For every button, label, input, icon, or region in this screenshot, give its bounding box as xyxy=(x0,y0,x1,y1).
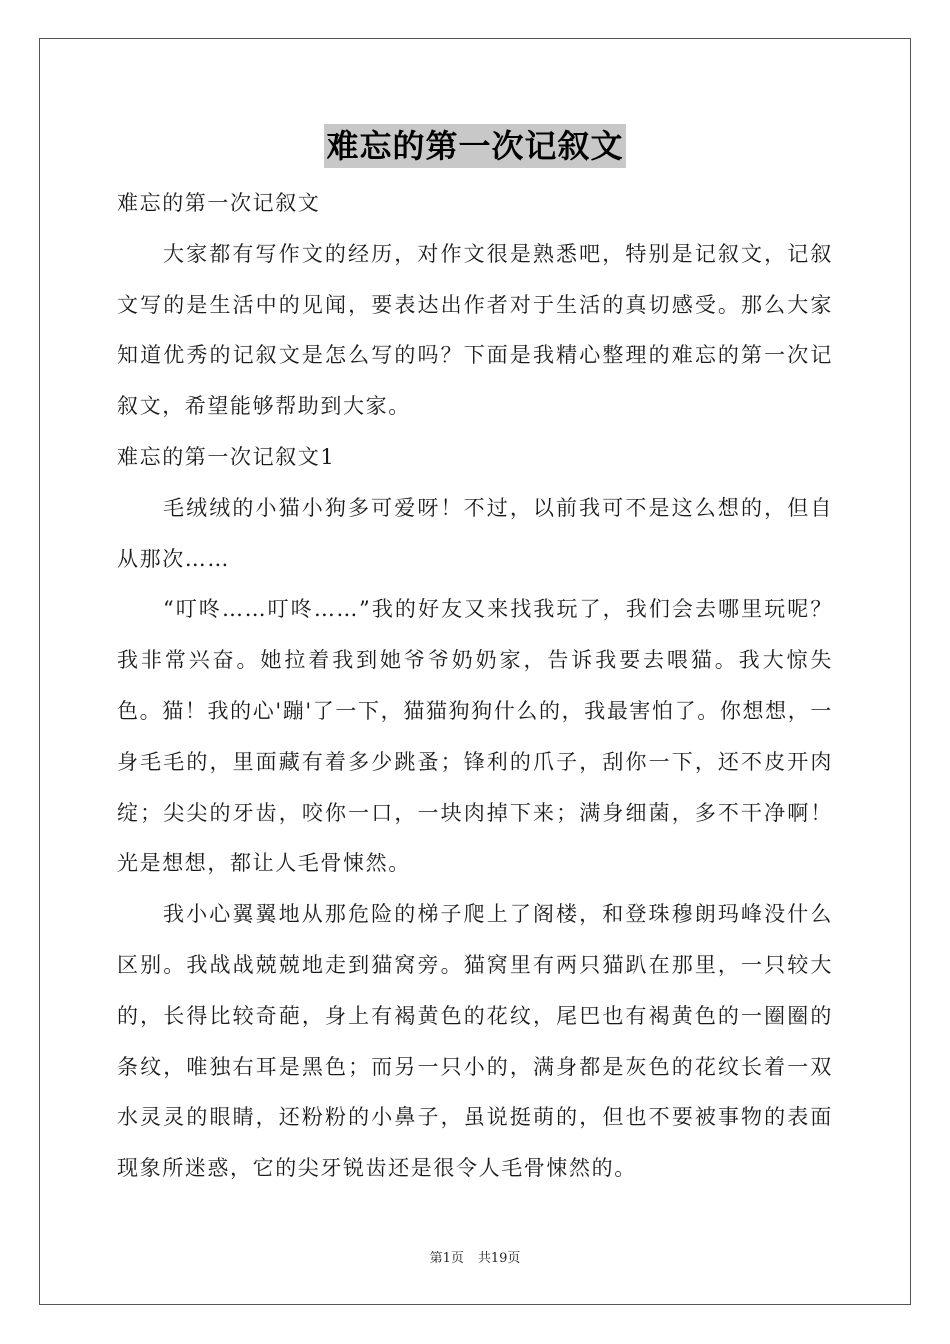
paragraph-3: 毛绒绒的小猫小狗多可爱呀！不过，以前我可不是这么想的，但自从那次…… xyxy=(117,495,833,571)
paragraph-0: 难忘的第一次记叙文 xyxy=(117,191,321,215)
page-number-total: 共19页 xyxy=(477,1251,521,1266)
title-container xyxy=(0,124,950,168)
page-number-current: 第1页 xyxy=(429,1251,464,1266)
paragraph-4: “叮咚……叮咚……”我的好友又来找我玩了，我们会去哪里玩呢？我非常兴奋。她拉着我到她爷爷奶奶家，告诉我要去喂猫。我大惊失色。猫！我的心'蹦'了一下，猫猫狗狗什么的，我最害怕了。你想想，一身毛毛的，里面藏有着多少跳蚤；锋利的爪子，刮你一下，还不皮开肉绽；尖尖的牙齿，咬你一口，一块肉掉下来；满身细菌，多不干净啊！光是想想，都让人毛骨悚然。 xyxy=(117,597,833,876)
document-title: 难忘的第一次记叙文 xyxy=(324,124,625,168)
paragraph-2: 难忘的第一次记叙文1 xyxy=(117,444,336,469)
document-body xyxy=(117,178,833,1194)
paragraph-5: 我小心翼翼地从那危险的梯子爬上了阁楼，和登珠穆朗玛峰没什么区别。我战战兢兢地走到猫窝旁。猫窝里有两只猫趴在那里，一只较大的，长得比较奇葩，身上有褐黄色的花纹，尾巴也有褐黄色的一圈圈的条纹，唯独右耳是黑色；而另一只小的，满身都是灰色的花纹长着一双水灵灵的眼睛，还粉粉的小鼻子，虽说挺萌的，但也不要被事物的表面现象所迷惑，它的尖牙锐齿还是很令人毛骨悚然的。 xyxy=(117,902,833,1181)
paragraph-1: 大家都有写作文的经历，对作文很是熟悉吧，特别是记叙文，记叙文写的是生活中的见闻，要表达出作者对于生活的真切感受。那么大家知道优秀的记叙文是怎么写的吗？下面是我精心整理的难忘的第一次记叙文，希望能够帮助到大家。 xyxy=(117,241,833,419)
page-footer xyxy=(0,1247,950,1266)
